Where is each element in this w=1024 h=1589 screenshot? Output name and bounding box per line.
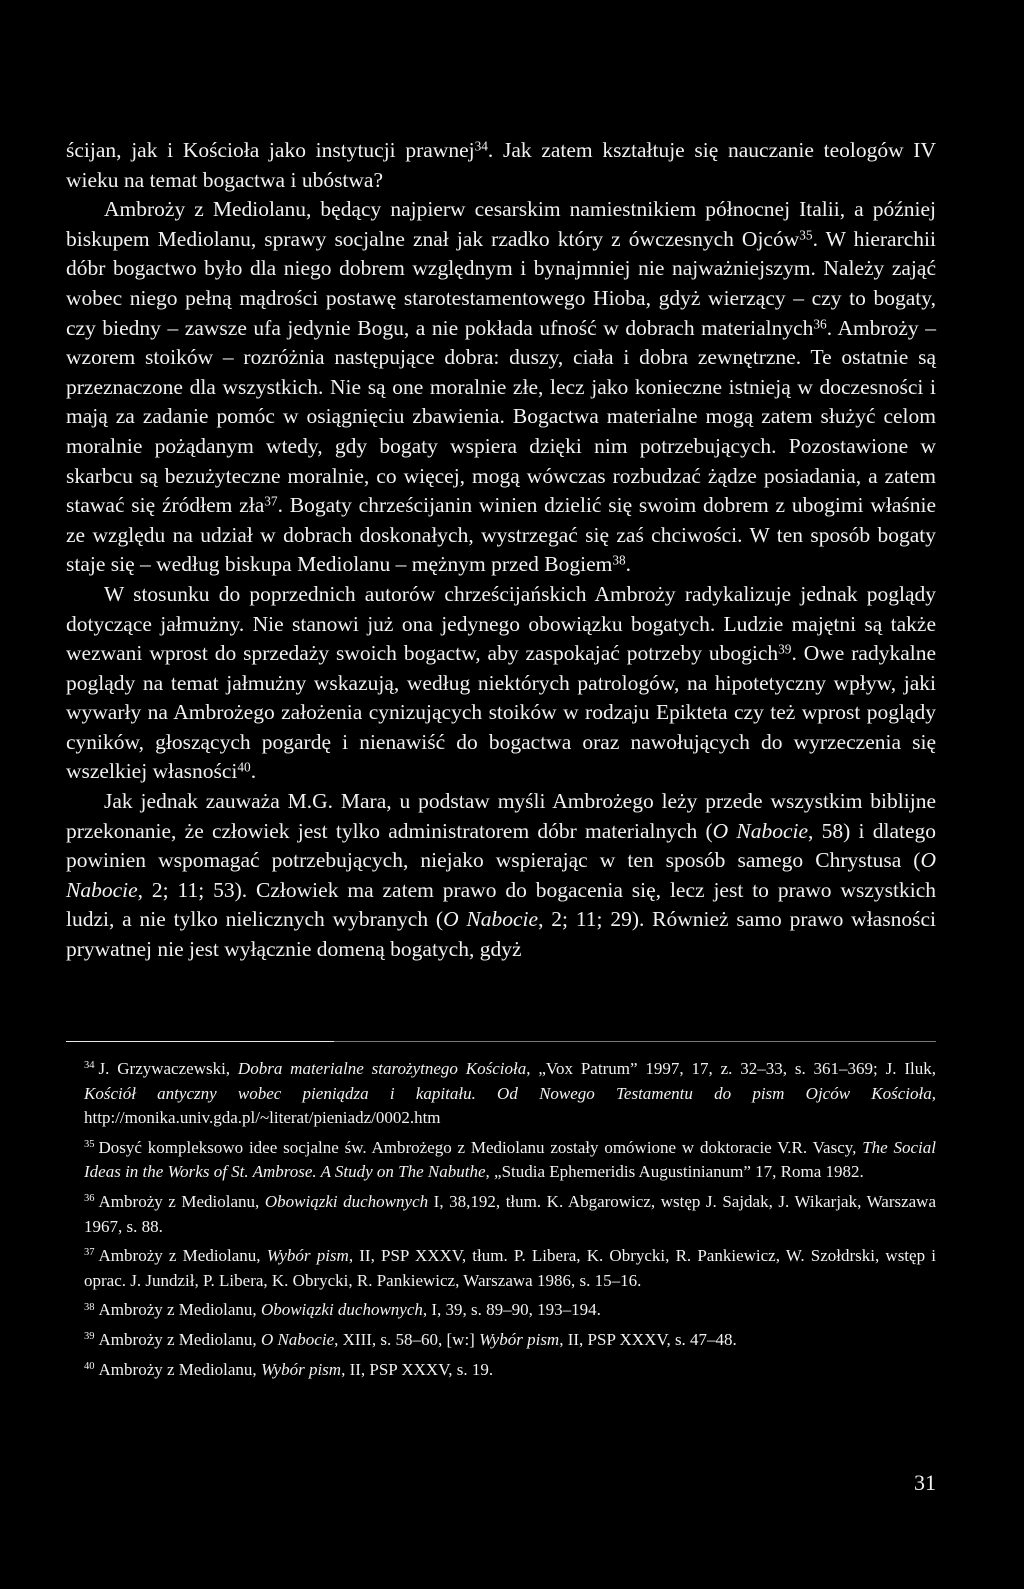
footnote-title: Dobra materialne starożytnego Kościoła [237,1059,527,1078]
footnote-number: 34 [84,1060,95,1072]
footnote-ref-40[interactable]: 40 [237,759,251,775]
text-run: . W hierarchii dóbr bogactwo było dla niego dobrem względnym i bynajmniej nie najważniejszym. Należy zająć wobec niego pełną mądrości postawę starotestamentowego Hioba, gdyż wierzący – czy to bogaty, czy biedny – zawsze ufa jedynie Bogu, a nie pokłada ufność w dobrach materialnych [66,226,936,340]
paragraph-2 [66,195,936,580]
text-run: Ambroży z Mediolanu, będący najpierw cesarskim namiestnikiem północnej Italii, a później biskupem Mediolanu, sprawy socjalne znał jak rzadko który z ówczesnych Ojców [66,197,936,251]
text-run: , 58) i dlatego powinien wspomagać potrzebujących, niejako wspierając w ten sposób samego Chrystusa ( [66,818,936,873]
paragraph-4 [66,787,936,965]
footnote-title: O Nabocie [260,1329,335,1349]
footnote-text: Dosyć kompleksowo idee socjalne św. Ambrożego z Mediolanu zostały omówione w doktoracie V.R. Vascy, [98,1137,863,1157]
footnote-title: Wybór pism [260,1359,342,1379]
footnote-ref-36[interactable]: 36 [813,315,827,331]
footnote-text: , II, PSP XXXV, s. 19. [341,1359,494,1379]
text-run: W stosunku do poprzednich autorów chrześcijańskich Ambroży radykalizuje jednak poglądy dotyczące jałmużny. Nie stanowi już ona jedynego obowiązku bogatych. Ludzie majętni są także wezwani wprost do sprzedaży swoich bogactw, aby zaspokajać potrzeby ubogich [66,581,936,666]
footnote-text: , XIII, s. 58–60, [w:] [334,1329,480,1349]
footnotes [84,1057,936,1387]
footnote-title: The Social Ideas in the Works of St. Ambrose. A Study on The Nabuthe [84,1137,936,1182]
footnote-36 [84,1190,936,1239]
footnote-title: Kościół antyczny wobec pieniądza i kapitału. Od Nowego Testamentu do pism Ojców Kościoła [84,1083,932,1103]
footnote-37 [84,1244,936,1293]
footnote-text: Ambroży z Mediolanu, [98,1359,261,1379]
text-run: . [625,552,632,577]
footnote-40 [84,1358,936,1383]
footnote-ref-39[interactable]: 39 [778,641,792,657]
footnote-34 [84,1057,936,1131]
paragraph-3 [66,580,936,787]
text-run: . Jak zatem kształtuje się nauczanie teologów IV wieku na temat bogactwa i ubóstwa? [66,138,936,192]
footnote-separator [66,1041,334,1042]
footnote-text: Ambroży z Mediolanu, [98,1246,267,1266]
footnote-number: 39 [84,1331,95,1343]
footnote-text: Ambroży z Mediolanu, [98,1329,261,1349]
footnote-text: Ambroży z Mediolanu, [98,1191,265,1211]
footnote-title: Wybór pism [266,1246,349,1266]
text-run: ścijan, jak i Kościoła jako instytucji prawnej [66,138,475,162]
text-run: . [250,759,257,784]
italic-title: O Nabocie [443,907,539,932]
footnote-ref-35[interactable]: 35 [799,227,813,243]
footnote-text: , II, PSP XXXV, tłum. P. Libera, K. Obrycki, R. Pankiewicz, W. Szołdrski, wstęp i oprac. J. Jundził, P. Libera, K. Obrycki, R. Pankiewicz, Warszawa 1986, s. 15–16. [84,1246,936,1290]
text-run: . Bogaty chrześcijanin winien dzielić się swoim dobrem z ubogimi właśnie ze względu na udział w dobrach doskonałych, wystrzegać się zaś chciwości. W ten sposób bogaty staje się – według biskupa Mediolanu – mężnym przed Bogiem [66,493,936,577]
footnote-ref-37[interactable]: 37 [264,493,278,509]
text-run: Jak jednak zauważa M.G. Mara, u podstaw myśli Ambrożego leży przede wszystkim biblijne przekonanie, że człowiek jest tylko administratorem dóbr materialnych ( [66,789,936,843]
text-run: . Ambroży – wzorem stoików – rozróżnia następujące dobra: duszy, ciała i dobra zewnętrzne. Te ostatnie są przeznaczone dla wszystkich. Nie są one moralnie złe, lecz jako konieczne istnieją w doczesności i mają za zadanie pomóc w osiągnięciu zbawienia. Bogactwa materialne mogą zatem służyć celom moralnie pożądanym wtedy, gdy bogaty wspiera dzięki nim potrzebujących. Pozostawione w skarbcu są bezużyteczne moralnie, co więcej, mogą wówczas rozbudzać żądze posiadania, a zatem stawać się źródłem zła [66,315,936,518]
footnote-38 [84,1298,936,1323]
footnote-separator-extension [334,1041,936,1042]
footnote-title: Obowiązki duchownych [264,1191,429,1211]
footnote-number: 40 [84,1360,95,1372]
text-run: , 2; 11; 53). Człowiek ma zatem prawo do bogacenia się, lecz jest to prawo wszystkich ludzi, a nie tylko nielicznych wybranych ( [66,877,936,932]
footnote-number: 38 [84,1301,95,1313]
footnote-ref-38[interactable]: 38 [612,552,626,568]
footnote-text: , II, PSP XXXV, s. 47–48. [559,1329,737,1349]
footnote-ref-34[interactable]: 34 [474,138,488,154]
footnote-text: Ambroży z Mediolanu, [98,1300,261,1320]
footnote-text: , I, 39, s. 89–90, 193–194. [422,1300,601,1320]
footnote-text: I, 38,192, tłum. K. Abgarowicz, wstęp J. Sajdak, J. Wikarjak, Warszawa 1967, s. 88. [84,1191,937,1236]
footnote-number: 36 [84,1193,95,1205]
italic-title: O Nabocie [66,848,936,902]
footnote-text: , „Studia Ephemeridis Augustinianum” 17, Roma 1982. [485,1162,864,1182]
footnote-title: Obowiązki duchownych [260,1300,423,1320]
footnote-title: Wybór pism [479,1329,560,1349]
text-run: , 2; 11; 29). Również samo prawo własności prywatnej nie jest wyłącznie domeną bogatych, gdyż [66,907,936,962]
paragraph-1 [66,136,936,195]
footnote-text: , „Vox Patrum” 1997, 17, z. 32–33, s. 361–369; J. Iluk, [526,1059,936,1078]
text-run: . Owe radykalne poglądy na temat jałmużny wskazują, według niektórych patrologów, na hipotetyczny wpływ, jaki wywarły na Ambrożego założenia cynizujących stoików w rodzaju Epikteta czy też wprost poglądy cyników, głoszących pogardę i nienawiść do bogactwa oraz nawołujących do wyrzeczenia się wszelkiej własności [66,641,937,784]
footnote-link[interactable]: , http://monika.univ.gda.pl/~literat/pieniadz/0002.htm [84,1083,936,1128]
footnote-35 [84,1136,936,1185]
main-text [66,136,936,965]
footnote-39 [84,1328,936,1353]
italic-title: O Nabocie [712,818,809,843]
footnote-number: 35 [84,1138,95,1150]
page-number: 31 [914,1470,936,1495]
footnote-number: 37 [84,1247,95,1259]
footnote-text: J. Grzywaczewski, [98,1059,238,1078]
